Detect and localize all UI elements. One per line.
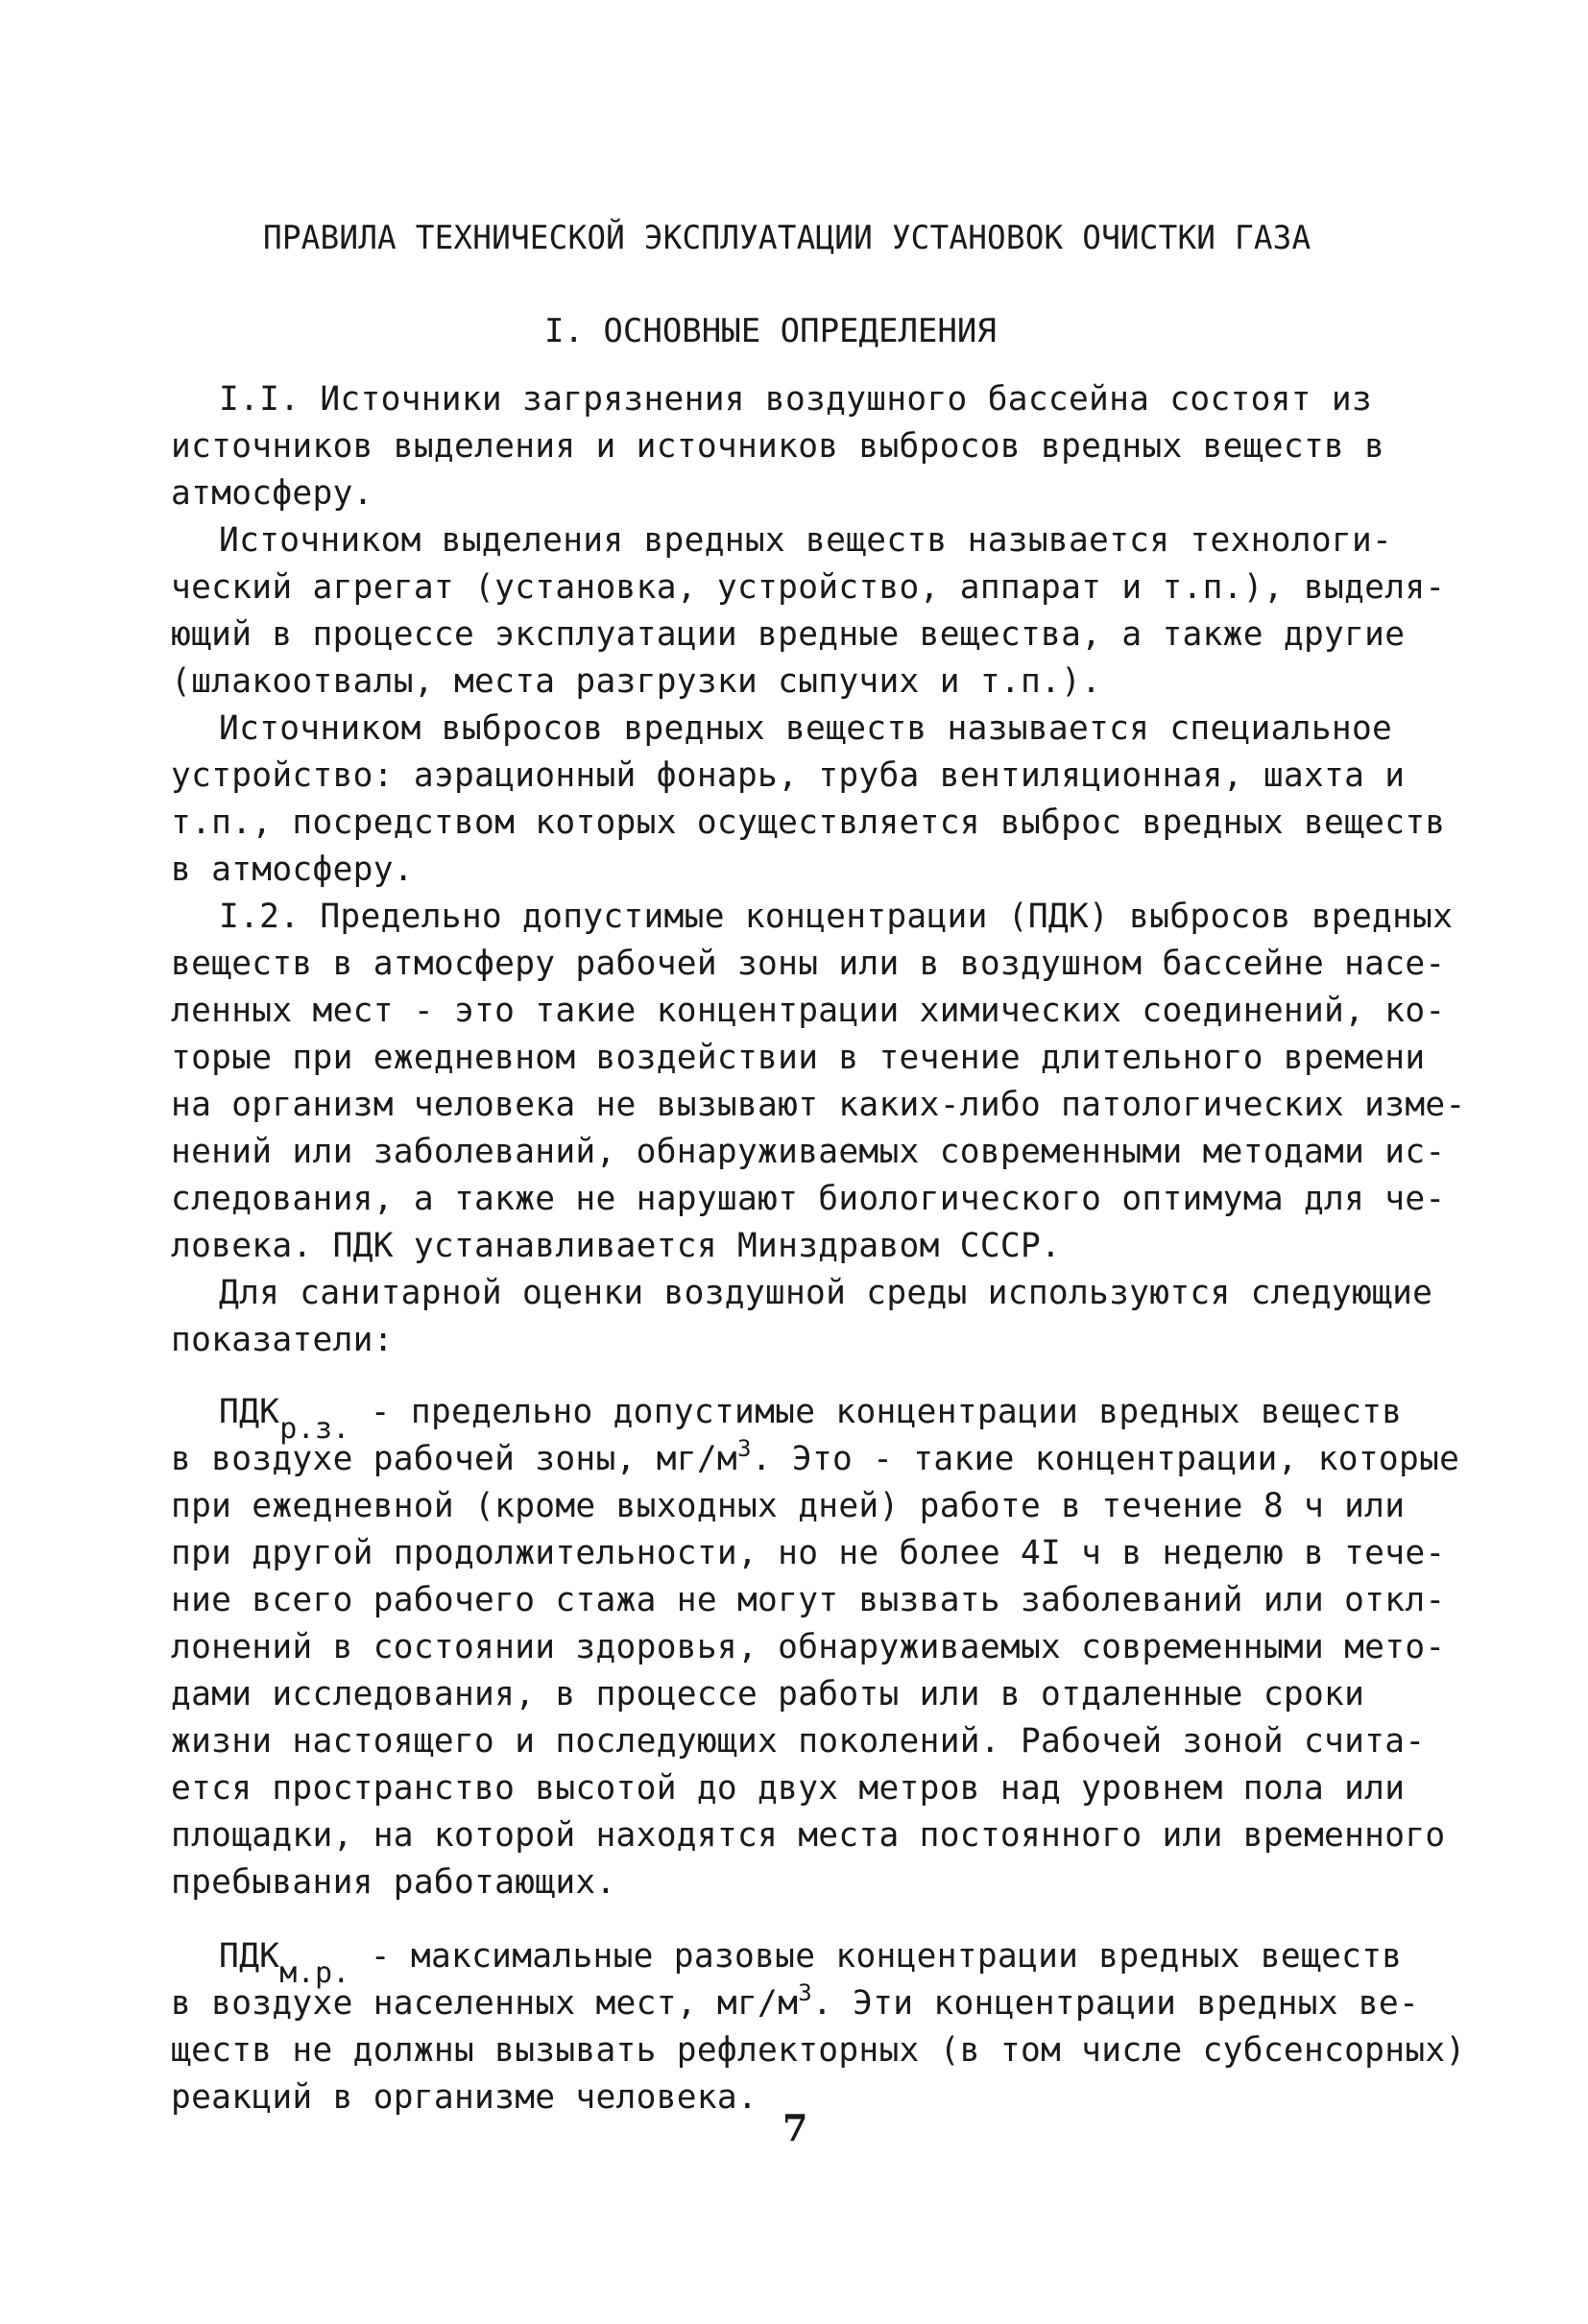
text-line <box>171 1435 1460 1483</box>
text-line: ние всего рабочего стажа не могут вызвать заболеваний или откл- <box>171 1581 1446 1619</box>
text-line: следования, а также не нарушают биологического оптимума для че- <box>171 1180 1446 1218</box>
text-line: устройство: аэрационный фонарь, труба вентиляционная, шахта и <box>171 756 1406 795</box>
definition-text: - максимальные разовые концентрации вредных веществ <box>349 1937 1403 1976</box>
text-line: ловека. ПДК устанавливается Минздравом СССР. <box>171 1227 1062 1265</box>
text-line: на организм человека не вызывают каких-либо патологических изме- <box>171 1086 1466 1124</box>
text-line: ленных мест - это такие концентрации химических соединений, ко- <box>171 992 1446 1030</box>
text-line: Источником выделения вредных веществ называется технологи- <box>219 521 1393 560</box>
text-line: реакций в организме человека. <box>171 2078 758 2117</box>
term-subscript: р.з. <box>279 1412 350 1446</box>
definition-first-line <box>171 1389 1419 1446</box>
text-line: Для санитарной оценки воздушной среды используются следующие <box>219 1274 1433 1312</box>
term-pdk: ПДК <box>219 1393 280 1431</box>
text-line: пребывания работающих. <box>171 1863 616 1902</box>
text-line: ческий агрегат (установка, устройство, аппарат и т.п.), выделя- <box>171 568 1446 607</box>
definition-first-line <box>171 1933 1419 1990</box>
text-line: ющий в процессе эксплуатации вредные вещества, а также другие <box>171 615 1406 654</box>
text-line: лонений в состоянии здоровья, обнаруживаемых современными мето- <box>171 1628 1446 1666</box>
text-line: I.I. Источники загрязнения воздушного бассейна состоят из <box>219 380 1373 419</box>
paragraph-1-1 <box>171 376 1419 517</box>
text-segment: . Это - такие концентрации, которые <box>751 1440 1460 1478</box>
paragraph-1-2 <box>171 894 1466 1270</box>
text-line: т.п., посредством которых осуществляется выброс вредных веществ <box>171 803 1446 842</box>
text-segment: . Эти концентрации вредных ве- <box>811 1984 1420 2023</box>
definition-text: - предельно допустимые концентрации вредных веществ <box>349 1393 1403 1431</box>
text-line: торые при ежедневном воздействии в течение длительного времени <box>171 1039 1426 1077</box>
text-line: жизни настоящего и последующих поколений. Рабочей зоной счита- <box>171 1722 1426 1761</box>
term-subscript: м.р. <box>279 1956 350 1990</box>
text-line: источников выделения и источников выбросов вредных веществ в <box>171 427 1385 466</box>
text-line: атмосферу. <box>171 474 373 513</box>
text-line: (шлакоотвалы, места разгрузки сыпучих и т.п.). <box>171 662 1102 701</box>
text-line: при ежедневной (кроме выходных дней) работе в течение 8 ч или <box>171 1487 1406 1525</box>
text-line: ется пространство высотой до двух метров над уровнем пола или <box>171 1769 1406 1808</box>
text-line: дами исследования, в процессе работы или в отдаленные сроки <box>171 1675 1365 1713</box>
page-number: 7 <box>782 2106 808 2149</box>
text-line: Источником выбросов вредных веществ называется специальное <box>219 709 1393 748</box>
text-line: в атмосферу. <box>171 851 414 889</box>
text-line: нений или заболеваний, обнаруживаемых современными методами ис- <box>171 1133 1446 1171</box>
unit-superscript: 3 <box>736 1435 752 1462</box>
text-line: площадки, на которой находятся места постоянного или временного <box>171 1816 1446 1855</box>
paragraph-emission-source <box>171 517 1446 706</box>
term-pdk: ПДК <box>219 1937 280 1976</box>
paragraph-release-source <box>171 706 1446 894</box>
text-segment: в воздухе рабочей зоны, мг/м <box>171 1440 737 1478</box>
definition-pdk-mr <box>171 1933 1466 2121</box>
text-line: при другой продолжительности, но не более 4I ч в неделю в тече- <box>171 1534 1446 1572</box>
text-line: I.2. Предельно допустимые концентрации (ПДК) выбросов вредных <box>219 898 1454 936</box>
text-line: веществ в атмосферу рабочей зоны или в воздушном бассейне насе- <box>171 945 1446 983</box>
text-line <box>171 1980 1419 2027</box>
document-title: ПРАВИЛА ТЕХНИЧЕСКОЙ ЭКСПЛУАТАЦИИ УСТАНОВОК ОЧИСТКИ ГАЗА <box>263 219 1311 257</box>
text-segment: в воздухе населенных мест, мг/м <box>171 1984 799 2023</box>
definition-pdk-rz <box>171 1389 1460 1906</box>
text-line: ществ не должны вызывать рефлекторных (в том числе субсенсорных) <box>171 2031 1466 2070</box>
paragraph-indicators-intro <box>171 1270 1433 1364</box>
unit-superscript: 3 <box>798 1979 812 2006</box>
text-line: показатели: <box>171 1321 394 1359</box>
section-heading: I. ОСНОВНЫЕ ОПРЕДЕЛЕНИЯ <box>544 312 997 350</box>
